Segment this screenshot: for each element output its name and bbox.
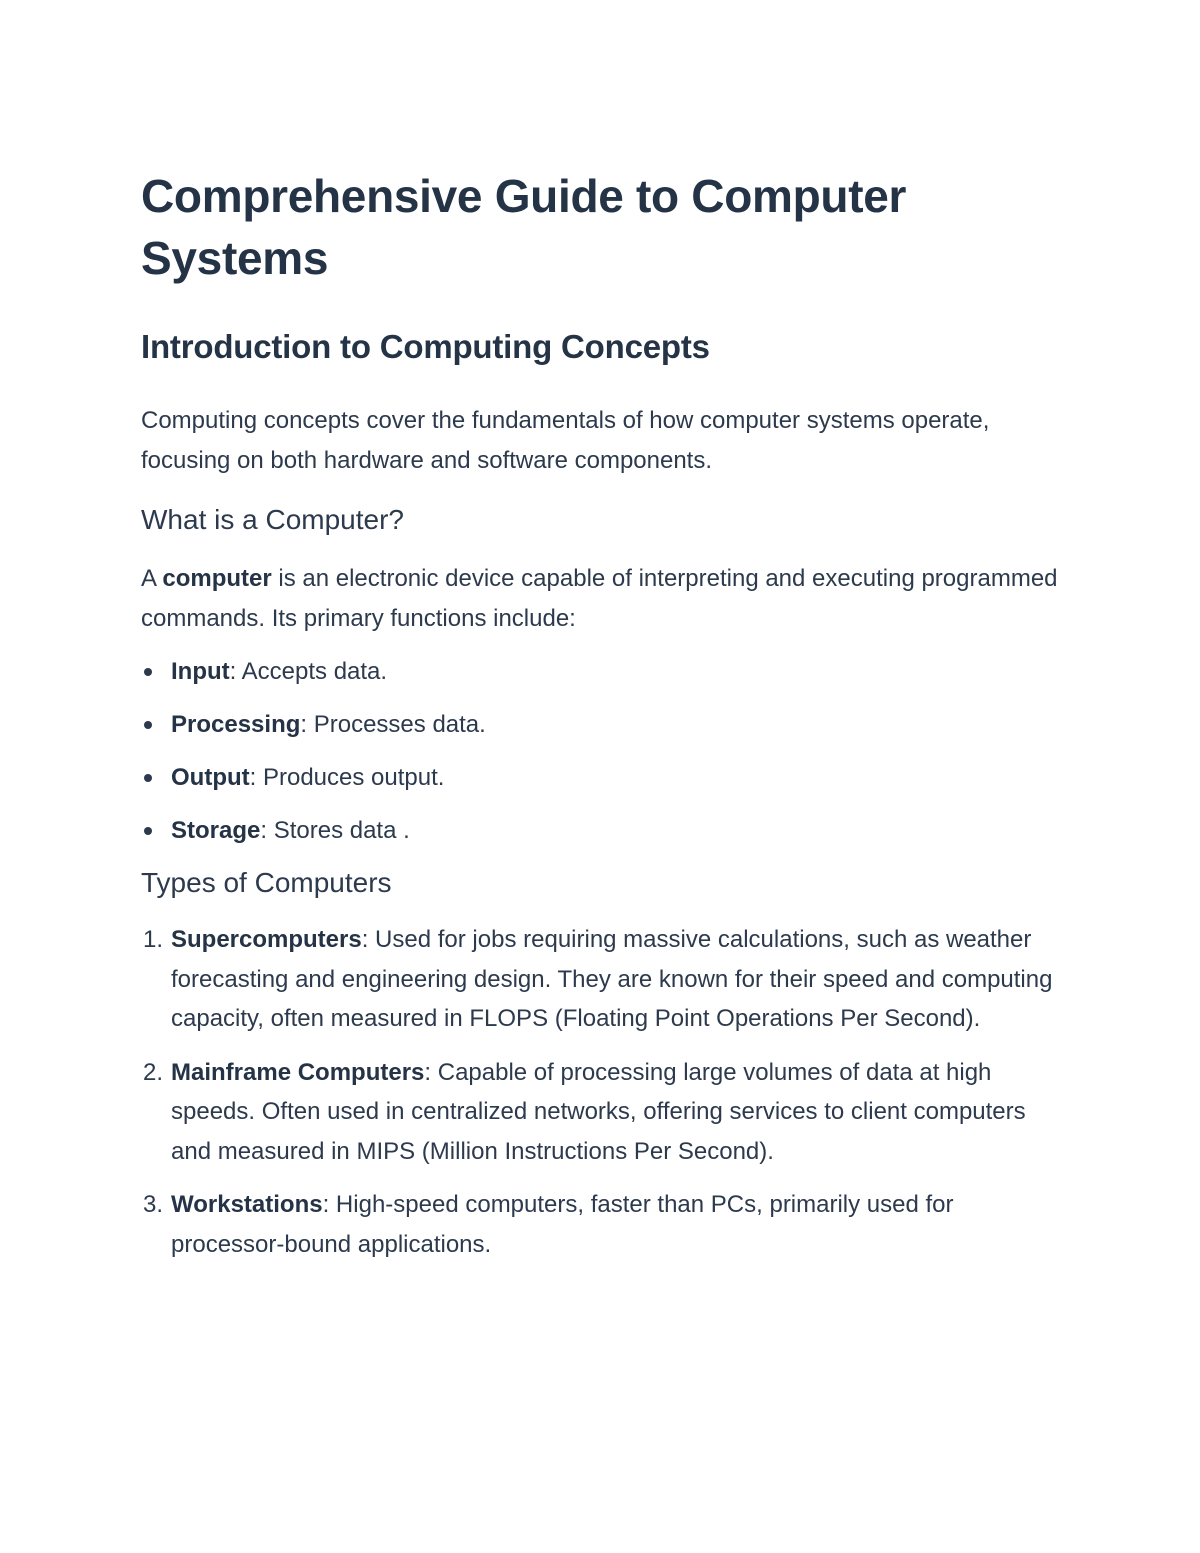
types-heading: Types of Computers: [141, 867, 392, 898]
function-separator: :: [260, 817, 268, 844]
function-separator: :: [249, 764, 257, 791]
definition-text: is an electronic device capable of interpreting and executing programmed commands. Its primary functions include:: [141, 565, 1058, 632]
list-item: [141, 920, 1061, 1039]
type-desc: High-speed computers, faster than PCs, primarily used for processor-bound applications.: [171, 1191, 954, 1258]
function-term: Processing: [171, 711, 301, 738]
definition-prefix: A: [141, 565, 163, 592]
list-item: [141, 758, 1061, 798]
function-term: Input: [171, 658, 230, 685]
type-separator: :: [424, 1058, 432, 1086]
functions-list: [141, 652, 1061, 851]
computer-definition: [141, 559, 1061, 638]
bullet-icon: [144, 668, 152, 676]
item-number: 3.: [143, 1191, 164, 1218]
types-list: [141, 920, 1061, 1264]
function-separator: :: [229, 658, 237, 685]
list-item: [141, 652, 1061, 692]
bullet-icon: [144, 721, 152, 729]
type-separator: :: [361, 926, 369, 953]
type-term: Workstations: [171, 1191, 323, 1218]
intro-paragraph: Computing concepts cover the fundamentals of how computer systems operate, focusing on both hardware and software components.: [141, 407, 990, 474]
document-page: [141, 165, 1061, 1278]
bullet-icon: [144, 827, 152, 835]
what-is-heading: What is a Computer?: [141, 504, 404, 535]
list-item: [141, 705, 1061, 745]
type-desc: Used for jobs requiring massive calculations, such as weather forecasting and engineering design. They are known for their speed and computing capacity, often measured in FLOPS (Floating Point Operations Per Second).: [171, 926, 1053, 1032]
function-desc: Produces output.: [256, 764, 445, 791]
list-item: [141, 1185, 1061, 1264]
function-desc: Stores data .: [267, 817, 410, 844]
function-desc: Processes data.: [307, 711, 486, 738]
function-desc: Accepts data.: [236, 658, 388, 685]
list-item: [141, 811, 1061, 851]
list-item: [141, 1053, 1061, 1172]
function-term: Output: [171, 764, 250, 791]
type-desc: Capable of processing large volumes of data at high speeds. Often used in centralized networks, offering services to client computers and measured in MIPS (Million Instructions Per Second).: [171, 1058, 1026, 1165]
bullet-icon: [144, 774, 152, 782]
type-term: Mainframe Computers: [171, 1058, 425, 1086]
type-term: Supercomputers: [171, 926, 362, 953]
type-separator: :: [322, 1191, 330, 1218]
function-separator: :: [300, 711, 308, 738]
document-title: Comprehensive Guide to Computer Systems: [141, 170, 907, 284]
function-term: Storage: [171, 817, 261, 844]
definition-term: computer: [162, 565, 272, 592]
section-title: Introduction to Computing Concepts: [141, 328, 710, 365]
item-number: 2.: [143, 1058, 164, 1086]
item-number: 1.: [143, 926, 164, 953]
